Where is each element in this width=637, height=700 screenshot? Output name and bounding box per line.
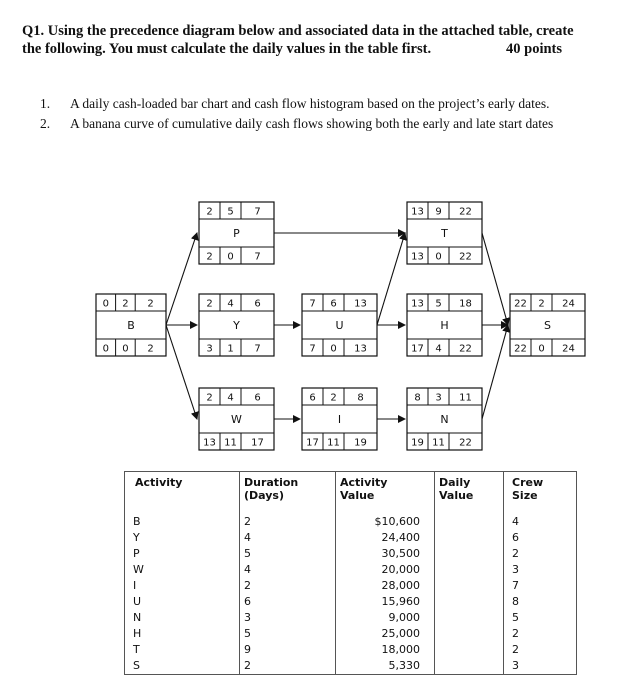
- bottom-value: 0: [227, 251, 234, 263]
- activity-label: P: [233, 227, 240, 240]
- activity-label: N: [440, 413, 449, 426]
- duration-cell: 4: [240, 562, 336, 578]
- bottom-value: 0: [538, 343, 545, 355]
- top-value: 8: [414, 392, 421, 404]
- task-number: 2.: [40, 116, 51, 131]
- daily-value-cell: [435, 530, 504, 546]
- crew-size-cell: 3: [512, 563, 519, 576]
- bottom-value: 24: [562, 343, 575, 355]
- question-line-1: Q1. Using the precedence diagram below and associated data in the attached table, create: [22, 23, 574, 39]
- activity-value-cell: 9,000: [336, 610, 435, 626]
- top-value: 6: [254, 392, 261, 404]
- bottom-value: 13: [354, 343, 367, 355]
- activity-value-cell: 28,000: [336, 578, 435, 594]
- bottom-value: 17: [411, 343, 424, 355]
- bottom-value: 3: [206, 343, 213, 355]
- header-activity-value: Activity Value: [336, 472, 435, 515]
- top-value: 6: [309, 392, 316, 404]
- top-value: 4: [227, 392, 234, 404]
- task-number: 1.: [40, 96, 51, 111]
- activity-cell: I: [125, 578, 240, 594]
- activity-node-s: [510, 294, 585, 356]
- dependency-arrow: [166, 233, 197, 325]
- header-crew-size: Crew Size: [512, 476, 544, 502]
- task-text: A daily cash-loaded bar chart and cash flow histogram based on the project’s early dates.: [70, 96, 550, 111]
- top-value: 13: [411, 206, 424, 218]
- activity-node-y: [199, 294, 274, 356]
- table-row: [125, 610, 577, 626]
- top-value: 7: [254, 206, 261, 218]
- activity-node-p: [199, 202, 274, 264]
- bottom-value: 17: [306, 437, 319, 449]
- table-row: [125, 626, 577, 642]
- top-value: 2: [206, 392, 213, 404]
- bottom-value: 7: [254, 251, 261, 263]
- table-row: [125, 562, 577, 578]
- activity-cell: T: [125, 642, 240, 658]
- activity-node-b: [96, 294, 166, 356]
- crew-size-cell: 5: [512, 611, 519, 624]
- duration-cell: 2: [240, 658, 336, 675]
- task-text: A banana curve of cumulative daily cash flows showing both the early and late start dates: [70, 116, 554, 131]
- bottom-value: 0: [122, 343, 129, 355]
- activity-label: W: [231, 413, 242, 426]
- duration-cell: 5: [240, 546, 336, 562]
- duration-cell: 6: [240, 594, 336, 610]
- activity-label: T: [441, 227, 448, 240]
- daily-value-cell: [435, 562, 504, 578]
- daily-value-cell: [435, 594, 504, 610]
- bottom-value: 1: [227, 343, 234, 355]
- activity-label: I: [337, 413, 342, 426]
- daily-value-cell: [435, 546, 504, 562]
- bottom-value: 11: [327, 437, 340, 449]
- activity-cell: U: [125, 594, 240, 610]
- top-value: 8: [357, 392, 364, 404]
- top-value: 18: [459, 298, 472, 310]
- bottom-value: 13: [203, 437, 216, 449]
- top-value: 2: [122, 298, 129, 310]
- bottom-value: 19: [411, 437, 424, 449]
- daily-value-cell: [435, 514, 504, 530]
- dependency-arrow: [482, 325, 508, 419]
- top-value: 22: [514, 298, 527, 310]
- activity-node-w: [199, 388, 274, 450]
- top-value: 13: [411, 298, 424, 310]
- top-value: 0: [102, 298, 109, 310]
- bottom-value: 22: [459, 343, 472, 355]
- activity-cell: B: [125, 514, 240, 530]
- bottom-value: 17: [251, 437, 264, 449]
- table-row: [125, 594, 577, 610]
- dependency-arrow: [166, 325, 197, 419]
- bottom-value: 7: [309, 343, 316, 355]
- crew-size-cell: 8: [512, 595, 519, 608]
- activity-value-cell: 24,400: [336, 530, 435, 546]
- daily-value-cell: [435, 642, 504, 658]
- crew-size-cell: 6: [512, 531, 519, 544]
- crew-size-cell: 4: [512, 515, 519, 528]
- activity-node-t: [407, 202, 482, 264]
- activity-value-cell: 5,330: [336, 658, 435, 675]
- activity-node-n: [407, 388, 482, 450]
- top-value: 5: [435, 298, 442, 310]
- table-row: [125, 642, 577, 658]
- top-value: 2: [206, 298, 213, 310]
- top-value: 2: [538, 298, 545, 310]
- activity-value-cell: 15,960: [336, 594, 435, 610]
- bottom-value: 2: [147, 343, 154, 355]
- daily-value-cell: [435, 626, 504, 642]
- bottom-value: 0: [102, 343, 109, 355]
- activity-node-i: [302, 388, 377, 450]
- activity-label: H: [440, 319, 449, 332]
- activity-node-u: [302, 294, 377, 356]
- table-header-row: [125, 472, 577, 515]
- activity-cell: S: [125, 658, 240, 675]
- top-value: 5: [227, 206, 234, 218]
- dependency-arrow: [482, 233, 508, 325]
- bottom-value: 19: [354, 437, 367, 449]
- bottom-value: 4: [435, 343, 442, 355]
- bottom-value: 0: [330, 343, 337, 355]
- activity-label: B: [127, 319, 135, 332]
- activity-cell: H: [125, 626, 240, 642]
- crew-size-cell: 2: [512, 627, 519, 640]
- activity-value-cell: 18,000: [336, 642, 435, 658]
- crew-size-cell: 2: [512, 547, 519, 560]
- top-value: 6: [254, 298, 261, 310]
- top-value: 22: [459, 206, 472, 218]
- header-activity: Activity: [125, 472, 240, 515]
- bottom-value: 0: [435, 251, 442, 263]
- top-value: 4: [227, 298, 234, 310]
- bottom-value: 22: [514, 343, 527, 355]
- table-row: [125, 514, 577, 530]
- activity-cell: Y: [125, 530, 240, 546]
- top-value: 24: [562, 298, 575, 310]
- activity-value-cell: $10,600: [336, 514, 435, 530]
- activity-cell: N: [125, 610, 240, 626]
- table-row: [125, 546, 577, 562]
- bottom-value: 13: [411, 251, 424, 263]
- top-value: 2: [330, 392, 337, 404]
- bottom-value: 11: [432, 437, 445, 449]
- bottom-value: 2: [206, 251, 213, 263]
- table-row: [125, 578, 577, 594]
- top-value: 6: [330, 298, 337, 310]
- bottom-value: 22: [459, 437, 472, 449]
- activity-value-cell: 25,000: [336, 626, 435, 642]
- activity-cell: W: [125, 562, 240, 578]
- bottom-value: 11: [224, 437, 237, 449]
- duration-cell: 5: [240, 626, 336, 642]
- top-value: 2: [206, 206, 213, 218]
- table-row: [125, 658, 577, 675]
- top-value: 7: [309, 298, 316, 310]
- crew-size-cell: 7: [512, 579, 519, 592]
- top-value: 11: [459, 392, 472, 404]
- daily-value-cell: [435, 658, 504, 675]
- activity-label: U: [335, 319, 344, 332]
- activity-cell: P: [125, 546, 240, 562]
- activity-label: Y: [233, 319, 240, 332]
- duration-cell: 9: [240, 642, 336, 658]
- activity-node-h: [407, 294, 482, 356]
- top-value: 2: [147, 298, 154, 310]
- bottom-value: 7: [254, 343, 261, 355]
- dependency-arrow: [377, 233, 405, 325]
- duration-cell: 2: [240, 514, 336, 530]
- activity-value-cell: 20,000: [336, 562, 435, 578]
- header-daily-value: Daily Value: [435, 472, 504, 515]
- duration-cell: 4: [240, 530, 336, 546]
- header-duration: Duration (Days): [240, 472, 336, 515]
- bottom-value: 22: [459, 251, 472, 263]
- duration-cell: 3: [240, 610, 336, 626]
- duration-cell: 2: [240, 578, 336, 594]
- activity-label: S: [544, 319, 551, 332]
- points-label: 40 points: [506, 41, 563, 57]
- question-line-2-text: the following. You must calculate the daily values in the table first.: [22, 41, 432, 57]
- activity-value-cell: 30,500: [336, 546, 435, 562]
- daily-value-cell: [435, 610, 504, 626]
- top-value: 13: [354, 298, 367, 310]
- daily-value-cell: [435, 578, 504, 594]
- top-value: 3: [435, 392, 442, 404]
- activity-data-table: [124, 471, 577, 675]
- table-row: [125, 530, 577, 546]
- crew-size-cell: 2: [512, 643, 519, 656]
- top-value: 9: [435, 206, 442, 218]
- crew-size-cell: 3: [512, 659, 519, 672]
